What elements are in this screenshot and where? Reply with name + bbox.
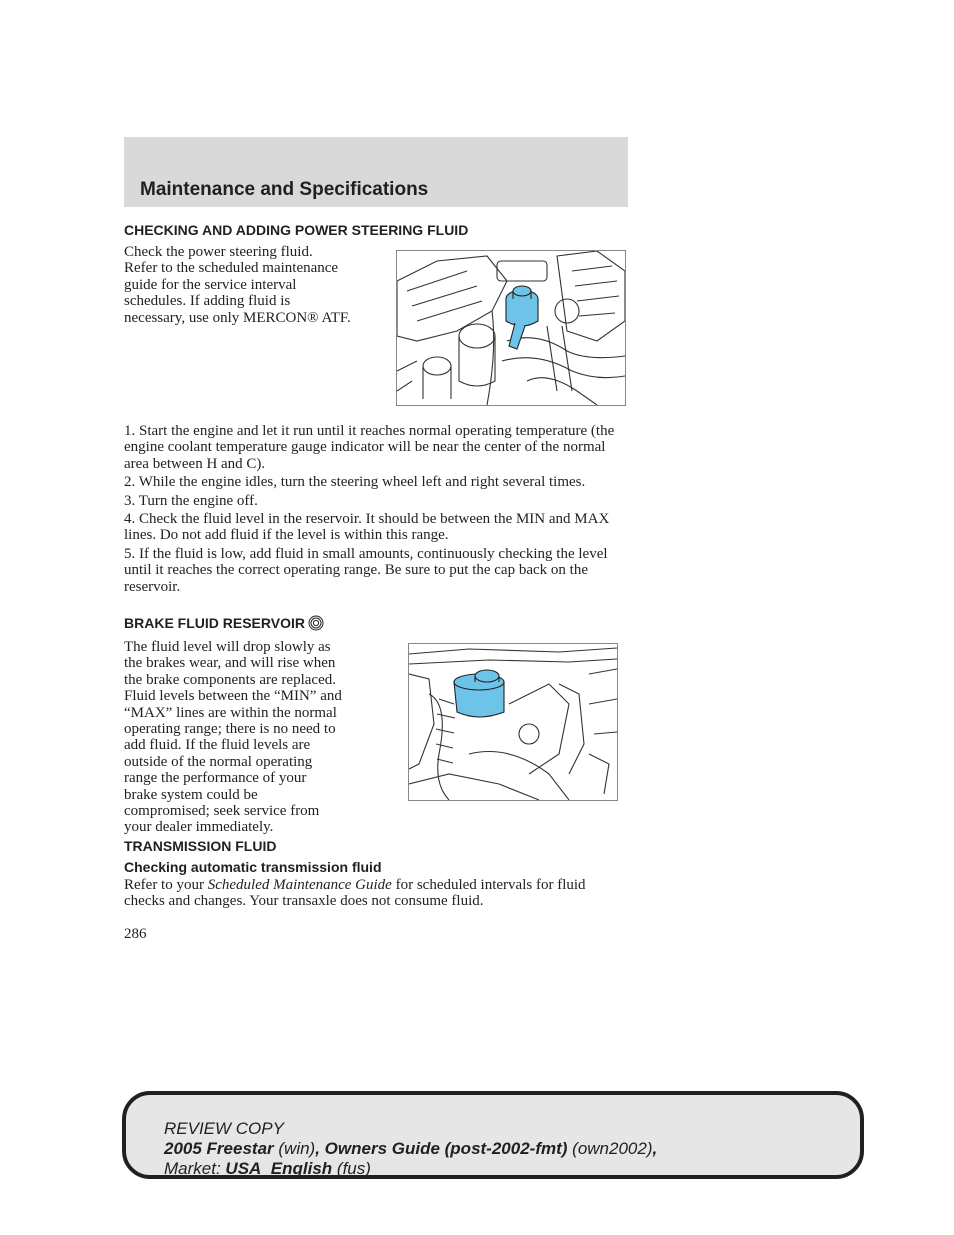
brake-line: Fluid levels between the “MIN” and [124,688,342,705]
footer-comma: , [652,1139,658,1158]
footer-market-code: (fus) [336,1159,371,1178]
section-title: Maintenance and Specifications [140,179,429,200]
intro-line: schedules. If adding fluid is [124,293,291,310]
brake-reservoir-highlight [454,670,504,717]
brake-line: The fluid level will drop slowly as [124,639,331,655]
brake-line: the brakes wear, and will rise when [124,655,336,672]
footer-market-label: Market: [164,1159,221,1178]
intro-line: Refer to the scheduled maintenance [124,260,339,277]
step-item: 3. Turn the engine off. [124,492,258,509]
step-item: 5. If the fluid is low, add fluid in small amounts, continuously checking the level until it reaches the correct operating range. Be sure to put the cap back on the reservoir. [124,545,608,595]
power-steering-intro [124,244,376,326]
engine-bay-drawing [397,251,625,405]
brake-line: compromised; seek service from [124,803,320,820]
scheduled-maintenance-guide-reference: Scheduled Maintenance Guide [207,877,392,893]
brake-line: outside of the normal operating [124,753,313,770]
footer-market: USA_English [225,1159,333,1178]
brake-line: your dealer immediately. [124,819,274,836]
footer-text [164,1119,657,1179]
transmission-text-before: Refer to your [124,877,208,893]
power-steering-heading: CHECKING AND ADDING POWER STEERING FLUID [124,222,469,238]
transmission-heading: TRANSMISSION FLUID [124,838,277,854]
transmission-text [124,877,628,910]
transmission-text-after: for scheduled intervals for fluid checks and changes. Your transaxle does not consume fluid. [124,877,586,910]
step-item: 4. Check the fluid level in the reservoir. It should be between the MIN and MAX lines. Do not add fluid if the level is within this range. [124,511,610,544]
brake-warning-icon [308,615,324,631]
brake-line: range the performance of your [124,770,307,787]
brake-fluid-reservoir-illustration [408,643,618,801]
brake-line: the brake components are replaced. [124,671,336,688]
brake-fluid-heading-text: BRAKE FLUID RESERVOIR [124,615,305,631]
transmission-subheading: Checking automatic transmission fluid [124,859,382,875]
brake-line: add fluid. If the fluid levels are [124,737,311,754]
footer-model-code: (win) [278,1139,316,1158]
footer-market-line [164,1159,657,1179]
step-item: 1. Start the engine and let it run until it reaches normal operating temperature (the engine coolant temperature gauge indicator will be near the center of the normal area between H and C). [124,423,615,472]
power-steering-reservoir-illustration [396,250,626,406]
intro-line: guide for the service interval [124,276,297,293]
reservoir-highlight [506,286,538,349]
footer-guide-code: (own2002) [572,1139,653,1158]
review-copy-label: REVIEW COPY [164,1119,284,1138]
brake-line: “MAX” lines are within the normal [124,704,337,721]
review-copy-footer [122,1091,864,1179]
brake-line: brake system could be [124,786,258,803]
intro-line: necessary, use only MERCON® ATF. [124,309,351,326]
step-item: 2. While the engine idles, turn the steering wheel left and right several times. [124,474,586,491]
footer-model: 2005 Freestar [164,1139,274,1158]
power-steering-steps [124,423,628,595]
brake-line: operating range; there is no need to [124,721,336,738]
brake-fluid-text [124,639,376,836]
brake-fluid-heading [124,615,324,631]
brake-bay-drawing [409,644,617,800]
footer-model-line [164,1139,657,1159]
intro-line: Check the power steering fluid. [124,244,313,260]
footer-guide: , Owners Guide (post-2002-fmt) [315,1139,568,1158]
page-number: 286 [124,926,147,942]
header-band [124,137,628,207]
